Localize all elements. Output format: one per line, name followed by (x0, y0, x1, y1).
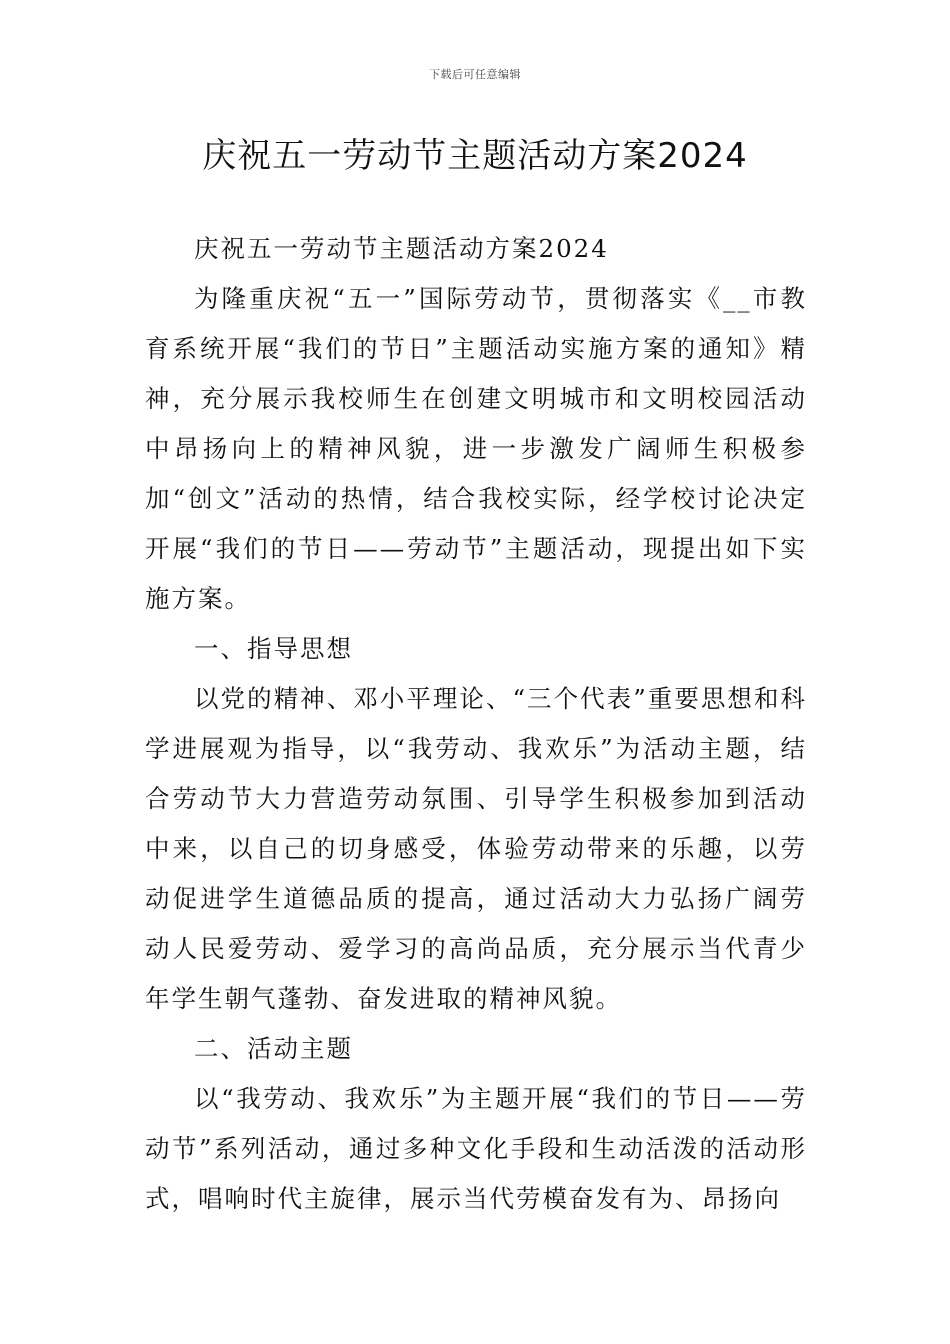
document-body (145, 224, 807, 1224)
document-title: 庆祝五一劳动节主题活动方案2024 (202, 136, 748, 176)
body-paragraph-intro: 为隆重庆祝“五一”国际劳动节，贯彻落实《__市教育系统开展“我们的节日”主题活动实施方案的通知》精神，充分展示我校师生在创建文明城市和文明校园活动中昂扬向上的精神风貌，进一步激发广阔师生积极参加“创文”活动的热情，结合我校实际，经学校讨论决定开展“我们的节日——劳动节”主题活动，现提出如下实施方案。 (145, 284, 807, 613)
section-heading-guiding-ideology: 一、指导思想 (194, 634, 353, 663)
body-paragraph-guiding-ideology: 以党的精神、邓小平理论、“三个代表”重要思想和科学进展观为指导，以“我劳动、我欢乐”为活动主题，结合劳动节大力营造劳动氛围、引导学生积极参加到活动中来，以自己的切身感受，体验劳动带来的乐趣，以劳动促进学生道德品质的提高，通过活动大力弘扬广阔劳动人民爱劳动、爱学习的高尚品质，充分展示当代青少年学生朝气蓬勃、奋发进取的精神风貌。 (145, 684, 807, 1013)
body-paragraph-activity-theme: 以“我劳动、我欢乐”为主题开展“我们的节日——劳动节”系列活动，通过多种文化手段和生动活泼的活动形式，唱响时代主旋律，展示当代劳模奋发有为、昂扬向 (145, 1084, 807, 1213)
section-heading-activity-theme: 二、活动主题 (194, 1034, 353, 1063)
body-paragraph-subtitle: 庆祝五一劳动节主题活动方案2024 (194, 234, 609, 263)
header-note: 下载后可任意编辑 (429, 68, 521, 81)
